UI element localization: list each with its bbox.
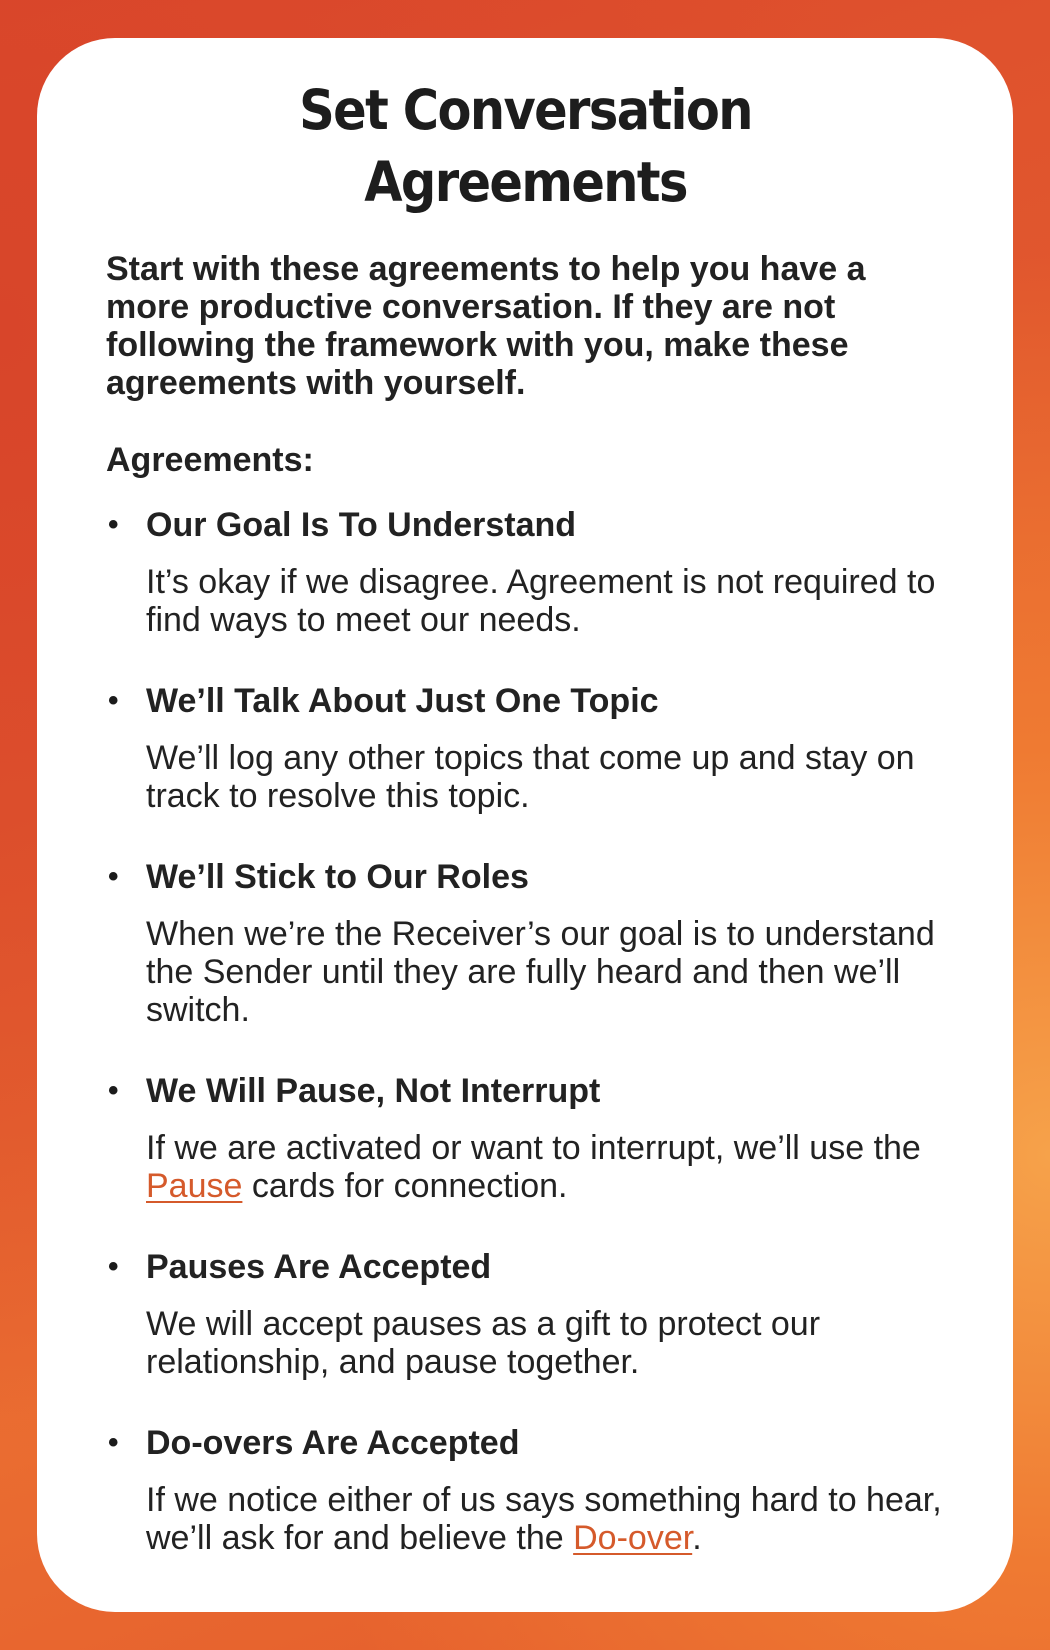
agreement-body: It’s okay if we disagree. Agreement is not required to find ways to meet our needs. — [146, 563, 936, 639]
agreement-body: We will accept pauses as a gift to protect our relationship, and pause together. — [146, 1305, 821, 1381]
agreements-card — [37, 38, 1013, 1612]
bullet-icon: • — [108, 1426, 119, 1459]
pause-link[interactable]: Pause — [146, 1167, 243, 1205]
agreement-title: Pauses Are Accepted — [146, 1248, 492, 1286]
bullet-icon: • — [108, 508, 119, 541]
list-item-pause — [106, 1072, 945, 1205]
agreement-body-text: If we are activated or want to interrupt, we’ll use the — [146, 1129, 921, 1167]
list-item-pauses-accepted — [106, 1248, 945, 1381]
do-over-link[interactable]: Do-over — [573, 1519, 693, 1557]
agreement-title: Do-overs Are Accepted — [146, 1424, 520, 1462]
agreement-body-text: cards for connection. — [242, 1167, 568, 1205]
intro-text: Start with these agreements to help you have a more productive conversation. If they are not following the framework with you, make these agreements with yourself. — [106, 250, 866, 402]
bullet-icon: • — [108, 860, 119, 893]
list-item-roles — [106, 858, 945, 1029]
bullet-icon: • — [108, 1250, 119, 1283]
agreement-body — [146, 1481, 945, 1557]
agreement-body-text: . — [692, 1519, 702, 1557]
list-item-do-overs — [106, 1424, 945, 1557]
agreement-title: We’ll Talk About Just One Topic — [146, 682, 659, 720]
list-item-one-topic — [106, 682, 945, 815]
agreements-heading: Agreements: — [106, 441, 314, 479]
agreement-body — [146, 1129, 945, 1205]
agreements-list — [106, 506, 945, 1557]
agreement-title: We Will Pause, Not Interrupt — [146, 1072, 601, 1110]
agreement-title: Our Goal Is To Understand — [146, 506, 577, 544]
bullet-icon: • — [108, 684, 119, 717]
bullet-icon: • — [108, 1074, 119, 1107]
page-title: Set Conversation Agreements — [299, 78, 752, 214]
list-item-goal — [106, 506, 945, 639]
agreement-body-text: If we notice either of us says something hard to hear, we’ll ask for and believe the — [146, 1481, 942, 1557]
agreement-body: When we’re the Receiver’s our goal is to understand the Sender until they are fully heard and then we’ll switch. — [146, 915, 935, 1029]
agreement-title: We’ll Stick to Our Roles — [146, 858, 529, 896]
agreement-body: We’ll log any other topics that come up and stay on track to resolve this topic. — [146, 739, 915, 815]
